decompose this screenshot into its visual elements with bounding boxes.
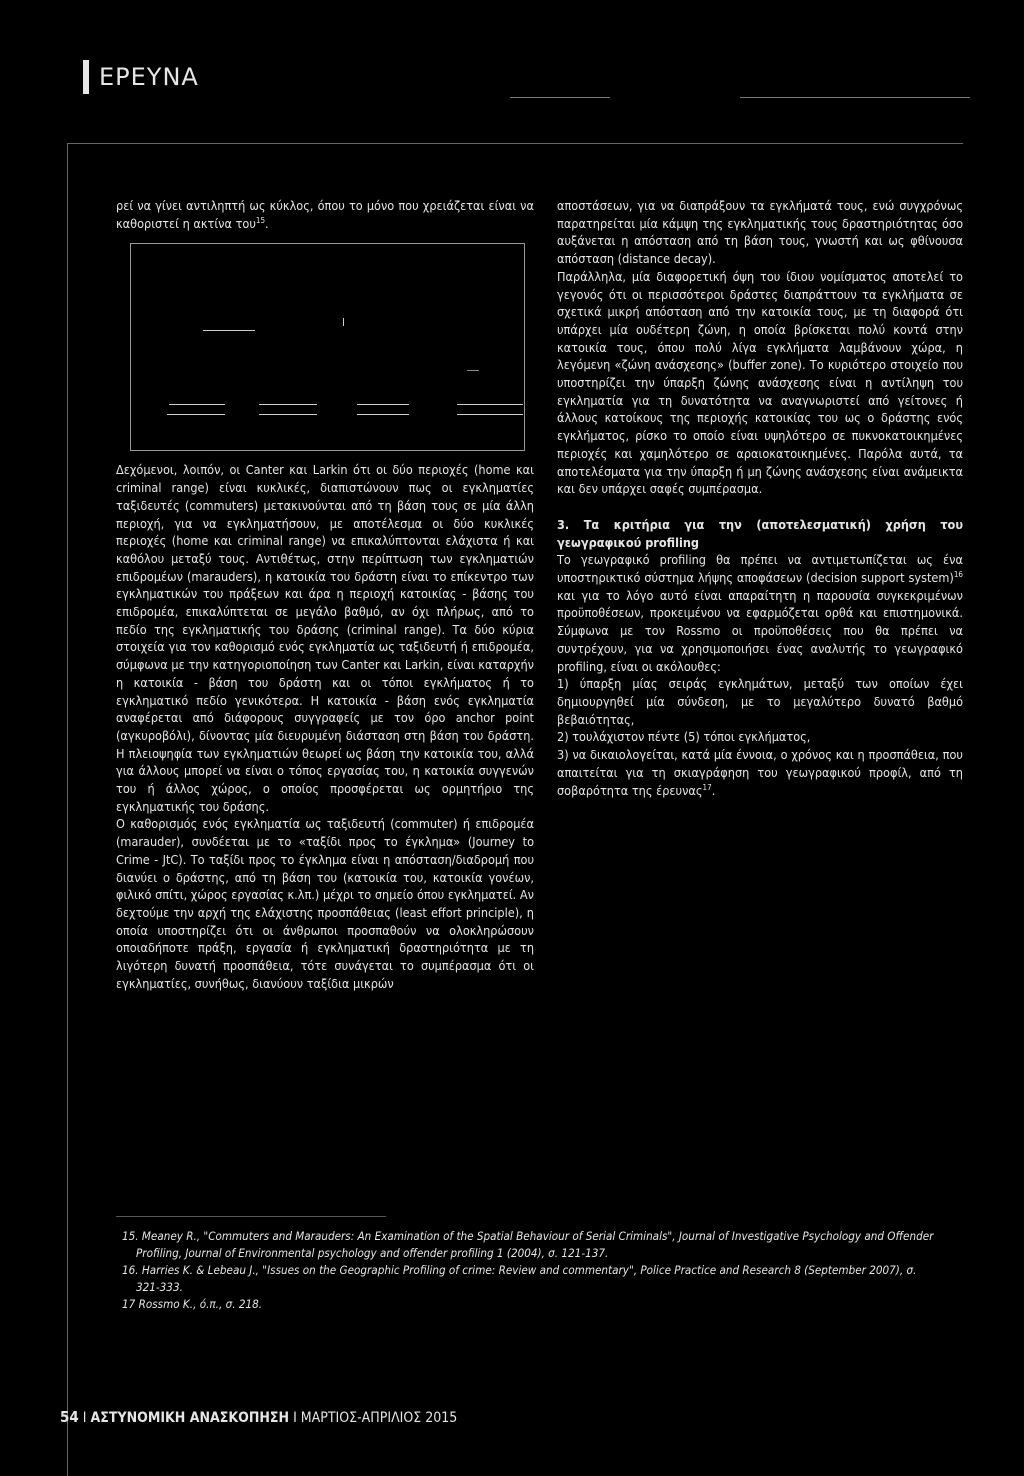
figure-line <box>357 404 409 405</box>
figure-line <box>259 404 317 405</box>
list-item: 2) τουλάχιστον πέντε (5) τόποι εγκλήματος, <box>557 729 811 745</box>
figure-line <box>343 318 344 326</box>
figure-line <box>457 414 523 415</box>
header-rule <box>510 97 610 98</box>
footer-separator: I <box>293 1410 297 1426</box>
list-item: 1) ύπαρξη μίας σειράς εγκλημάτων, μεταξύ των οποίων έχει δημιουργηθεί μία σύνδεση, με το μεγαλύτερο δυνατό βαθμό βεβαιότητας, <box>557 676 963 727</box>
figure-line <box>467 370 479 371</box>
footnote: 15. Meaney R., "Commuters and Marauders: An Examination of the Spatial Behaviour of Serial Criminals", Journal of Investigative Psychology and Offender Profiling, Journal of Environmental psychology and offender profiling 1 (2004), σ. 121-137. <box>122 1229 934 1260</box>
body-paragraph: Δεχόμενοι, λοιπόν, οι Canter και Larkin ότι οι δύο περιοχές (home και criminal range) είναι κυκλικές, διαπιστώνουν πως οι εγκληματίες ταξιδευτές (commuters) μετακινούνται από τη βάση τους σε μία άλλη περιοχή, για να εγκληματήσουν, με αποτέλεσμα οι δύο κυκλικές περιοχές (home και criminal range) να επικαλύπτονται ελάχιστα ή και καθόλου μεταξύ τους. Αντιθέτως, στην περίπτωση των εγκληματιών επιδρομέων (marauders), η κατοικία του δράστη είναι το επίκεντρο των εγκληματικών του πράξεων και άρα η περιοχή κατοικίας - βάσης του επιδρομέα, επικαλύπτεται σε μεγάλο βαθμό, αν όχι πλήρως, από το πεδίο της εγκληματικής του δράσης (criminal range). Τα δύο κύρια στοιχεία για τον καθορισμό ενός εγκληματία ως ταξιδευτή ή επιδρομέα, σύμφωνα με την κατηγοριοποίηση των Canter και Larkin, είναι καταρχήν η κατοικία - βάση του δράστη και οι τόποι εγκλήματος ή το εγκληματικό πεδίο γενικότερα. Η κατοικία - βάση ενός εγκληματία αναφέρεται από διάφορους συγγραφείς με τον όρο anchor point (αγκυροβόλι), δίνοντας μία διευρυμένη διάσταση στη βάση του δράστη. Η πλειοψηφία των εγκληματιών θεωρεί ως βάση την κατοικία του, αλλά για άλλους μπορεί να είναι ο τόπος εργασίας του, η κατοικία συγγενών του ή άλλος χώρος, ο οποίος προσφέρεται ως ορμητήριο της εγκληματικής του δράσης. <box>116 462 534 814</box>
body-paragraph: Παράλληλα, μία διαφορετική όψη του ίδιου νομίσματος αποτελεί το γεγονός ότι οι περισσότεροι δράστες διαπράττουν τα εγκλήματα σε σχετικά μικρή απόσταση από την κατοικία τους, με τη διαφορά ότι υπάρχει μία ουδέτερη ζώνη, η οποία βρίσκεται πολύ κοντά στην κατοικία τους, όπου πολύ λίγα εγκλήματα λαμβάνουν χώρα, η λεγόμενη «ζώνη ανάσχεσης» (buffer zone). Το κυριότερο στοιχείο που υποστηρίζει την ύπαρξη ζώνης ανάσχεσης είναι η αντίληψη του εγκληματία για τη δυνατότητα να αναγνωριστεί από γείτονες ή άλλους κατοίκους της περιοχής κατοικίας του ως ο δράστης ενός εγκλήματος, ρίσκο το οποίο είναι υψηλότερο σε πυκνοκατοικημένες περιοχές και χαμηλότερο σε αραιοκατοικημένες. Παρόλα αυτά, τα αποτελέσματα για την ύπαρξη ή μη ζώνης ανάσχεσης είναι ανάμεικτα και δεν υπάρχει σαφές συμπέρασμα. <box>557 268 963 497</box>
section-title: ΕΡΕΥΝΑ <box>99 63 199 91</box>
left-column <box>116 197 534 993</box>
page-number: 54 <box>60 1408 79 1426</box>
header-rule <box>740 97 970 98</box>
body-paragraph: Το γεωγραφικό profiling θα πρέπει να αντιμετωπίζεται ως ένα υποστηρικτικό σύστημα λήψης αποφάσεων (decision support system)$^{16}$ και για το λόγο αυτό είναι απαραίτητη η παρουσία συγκεκριμένων προϋποθέσεων, προκειμένου να εφαρμόζεται ορθά και επιστημονικά. Σύμφωνα με τον Rossmo οι προϋποθέσεις που θα πρέπει να συντρέχουν, για να χρησιμοποιήσει ένας αναλυτής το γεωγραφικό profiling, είναι οι ακόλουθες: <box>557 552 963 674</box>
footer-separator: I <box>82 1410 87 1426</box>
footnote: 16. Harries K. & Lebeau J., "Issues on the Geographic Profiling of crime: Review and commentary", Police Practice and Research 8 (September 2007), σ. 321-333. <box>122 1263 917 1294</box>
figure-line <box>357 414 409 415</box>
section-marker <box>83 60 89 94</box>
footnote-ref: 17 <box>702 782 712 792</box>
figure-line <box>203 330 255 331</box>
figure-line <box>259 414 317 415</box>
figure-line <box>169 404 225 405</box>
section-header <box>83 60 199 94</box>
issue-date: ΜΑΡΤΙΟΣ-ΑΠΡΙΛΙΟΣ 2015 <box>300 1410 458 1426</box>
section-heading: 3. Τα κριτήρια για την (αποτελεσματική) χρήση του γεωγραφικού profiling <box>557 516 963 550</box>
footnote: 17 Rossmo K., ό.π., σ. 218. <box>122 1297 263 1311</box>
figure-line <box>167 414 225 415</box>
figure-line <box>457 404 523 405</box>
page-footer <box>60 1408 457 1426</box>
right-column <box>557 197 963 799</box>
list-item: 3) να δικαιολογείται, κατά μία έννοια, ο χρόνος και η προσπάθεια, που απαιτείται για τη σκιαγράφηση του γεωγραφικού προφίλ, από τη σοβαρότητα της έρευνας$^{17}$. <box>557 747 963 798</box>
footnote-ref: 16 <box>953 569 963 579</box>
intro-paragraph: ρεί να γίνει αντιληπτή ως κύκλος, όπου το μόνο που χρειάζεται είναι να καθοριστεί η ακτίνα του$^{15}$. <box>116 198 534 231</box>
footnote-rule <box>116 1216 386 1217</box>
body-paragraph: αποστάσεων, για να διαπράξουν τα εγκλήματά τους, ενώ συγχρόνως παρατηρείται μία κάμψη της εγκληματικής τους δραστηριότητας όσο αυξάνεται η απόσταση από τη βάση τους, γνωστή και ως φθίνουσα απόσταση (distance decay). <box>557 198 963 267</box>
footnotes <box>122 1228 942 1313</box>
footnote-ref: 15 <box>255 215 266 225</box>
figure-placeholder <box>130 243 525 451</box>
magazine-name: ΑΣΤΥΝΟΜΙΚΗ ΑΝΑΣΚΟΠΗΣΗ <box>90 1410 290 1426</box>
body-paragraph: Ο καθορισμός ενός εγκληματία ως ταξιδευτή (commuter) ή επιδρομέα (marauder), συνδέεται με το «ταξίδι προς το έγκλημα» (Journey to Crime - JtC). Το ταξίδι προς το έγκλημα είναι η απόσταση/διαδρομή που διανύει ο δράστης, από τη βάση του (κατοικία του, κατοικία γονέων, φιλικό σπίτι, χώρος εργασίας κ.λπ.) μέχρι το σημείο όπου εγκληματεί. Αν δεχτούμε την αρχή της ελάχιστης προσπάθειας (least effort principle), η οποία υποστηρίζει ότι οι άνθρωποι προσπαθούν να ολοκληρώσουν οποιαδήποτε πράξη, εργασία ή εγκληματική δραστηριότητα με τη λιγότερη δυνατή προσπάθεια, τότε συνάγεται το συμπέρασμα ότι οι εγκληματίες, συνήθως, διανύουν ταξίδια μικρών <box>116 816 534 991</box>
